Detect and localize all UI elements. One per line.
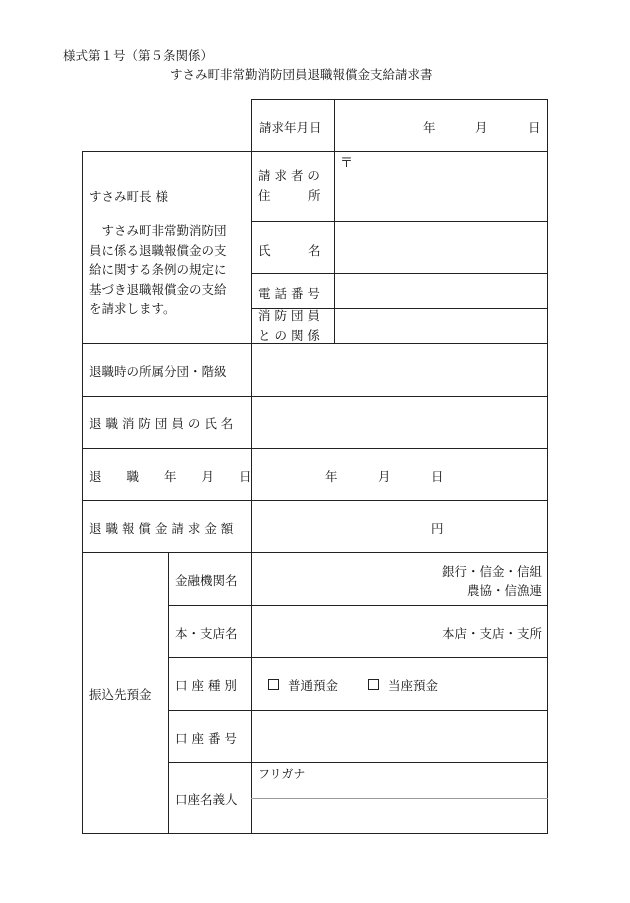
amount-unit: 円 bbox=[431, 521, 444, 536]
ordinary-deposit-checkbox[interactable] bbox=[268, 679, 279, 690]
branch-types: 本店・支店・支所 bbox=[441, 626, 542, 641]
request-date-day: 日 bbox=[528, 120, 541, 135]
ordinary-deposit-label: 普通預金 bbox=[288, 678, 339, 693]
account-holder-label: 口座名義人 bbox=[175, 792, 238, 807]
table-line bbox=[82, 448, 548, 449]
table-line bbox=[168, 605, 548, 606]
form-number: 様式第１号（第５条関係） bbox=[63, 48, 214, 63]
claimant-address-label: 請 求 者 の 住 所 bbox=[258, 168, 321, 203]
table-line bbox=[82, 396, 548, 397]
current-deposit-label: 当座預金 bbox=[388, 678, 439, 693]
table-line bbox=[82, 151, 548, 152]
member-name-label: 退 職 消 防 団 員 の 氏 名 bbox=[89, 416, 234, 431]
table-line bbox=[168, 657, 548, 658]
affiliation-label: 退職時の所属分団・階級 bbox=[89, 364, 227, 379]
table-line bbox=[82, 500, 548, 501]
retire-date-month: 月 bbox=[378, 469, 391, 484]
current-deposit-checkbox[interactable] bbox=[368, 679, 379, 690]
institution-types-2: 農協・信漁連 bbox=[466, 583, 542, 598]
furigana-label: フリガナ bbox=[258, 767, 306, 781]
retire-date-year: 年 bbox=[325, 469, 338, 484]
request-date-month: 月 bbox=[475, 120, 488, 135]
table-line bbox=[168, 552, 169, 834]
table-line bbox=[168, 710, 548, 711]
table-line bbox=[82, 552, 548, 553]
institution-label: 金融機関名 bbox=[175, 573, 238, 588]
addressee: すさみ町長 様 bbox=[89, 189, 168, 204]
account-type-label: 口 座 種 別 bbox=[175, 678, 237, 693]
amount-label: 退 職 報 償 金 請 求 金 額 bbox=[89, 521, 234, 536]
request-date-label: 請求年月日 bbox=[259, 120, 322, 135]
table-line bbox=[168, 762, 548, 763]
relation-label: 消 防 団 員 と の 関 係 bbox=[258, 308, 320, 343]
account-number-label: 口 座 番 号 bbox=[175, 731, 237, 746]
postal-mark: 〒 bbox=[340, 156, 354, 171]
table-line bbox=[82, 343, 548, 344]
table-line bbox=[251, 99, 548, 100]
furigana-divider bbox=[251, 798, 548, 799]
table-line bbox=[82, 151, 83, 834]
retire-date-label: 退 職 年 月 日 bbox=[89, 469, 252, 484]
claimant-phone-label: 電 話 番 号 bbox=[258, 286, 320, 301]
table-line bbox=[82, 833, 548, 834]
table-line bbox=[251, 221, 548, 222]
retire-date-day: 日 bbox=[431, 469, 444, 484]
claimant-name-label: 氏 名 bbox=[258, 243, 321, 258]
table-line bbox=[251, 273, 548, 274]
page-title: すさみ町非常勤消防団員退職報償金支給請求書 bbox=[170, 67, 433, 82]
bank-section-label: 振込先預金 bbox=[89, 687, 152, 702]
table-line bbox=[547, 99, 548, 834]
institution-types-1: 銀行・信金・信組 bbox=[441, 564, 542, 579]
request-date-year: 年 bbox=[423, 120, 436, 135]
request-statement: すさみ町非常勤消防団 員に係る退職報償金の支 給に関する条例の規定に 基づき退職報償金の支給 を請求します。 bbox=[89, 223, 227, 316]
branch-label: 本・支店名 bbox=[175, 626, 238, 641]
